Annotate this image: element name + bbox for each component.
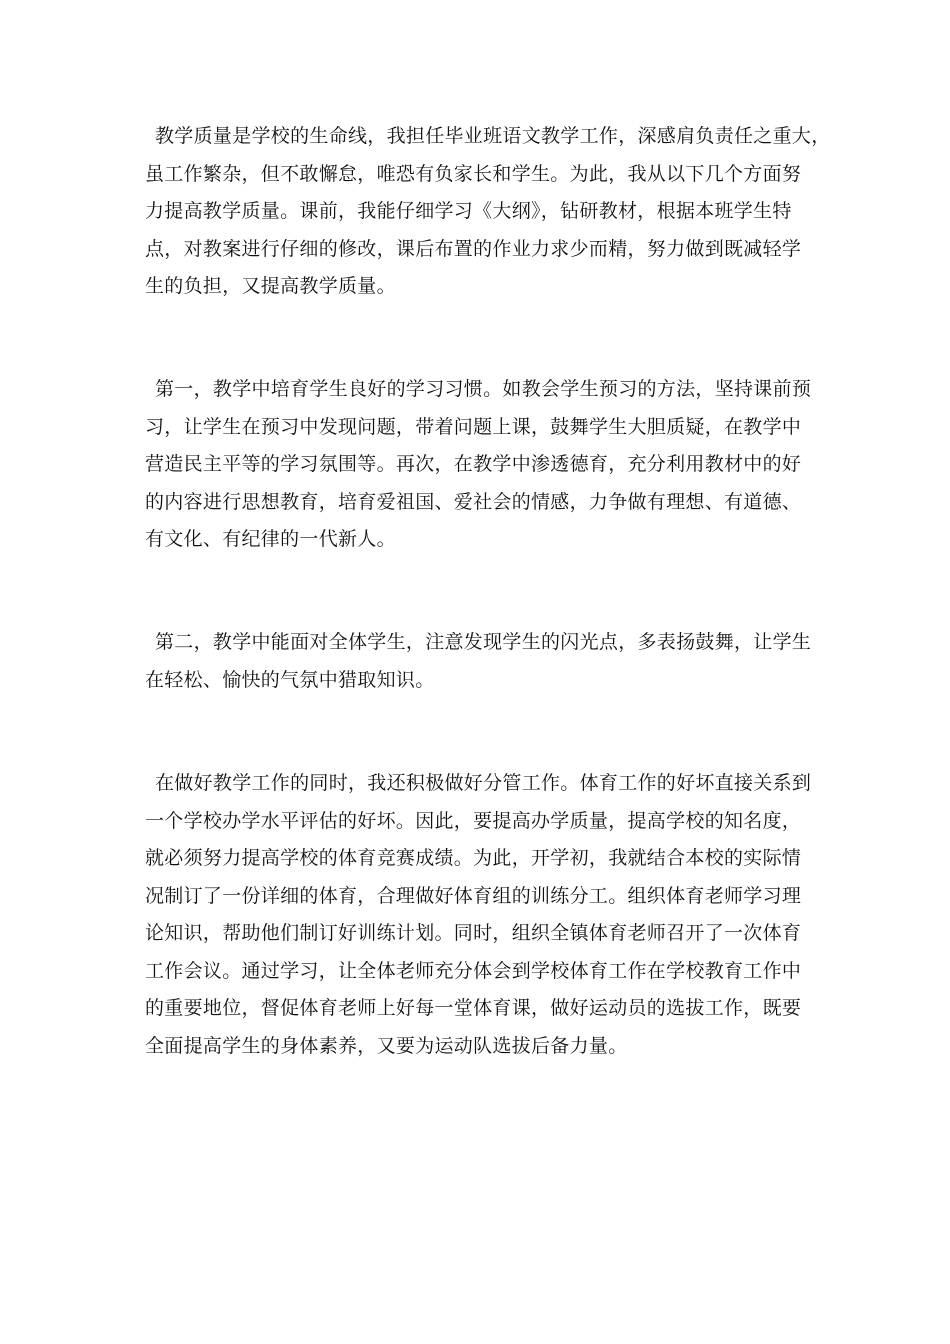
paragraph-line: 工作会议。通过学习，让全体老师充分体会到学校体育工作在学校教育工作中	[145, 959, 802, 982]
paragraph-line: 全面提高学生的身体素养，又要为运动队选拔后备力量。	[145, 1034, 628, 1057]
paragraph-line: 第二，教学中能面对全体学生，注意发现学生的闪光点，多表扬鼓舞，让学生	[155, 631, 812, 653]
paragraph-line: 虽工作繁杂，但不敢懈怠，唯恐有负家长和学生。为此，我从以下几个方面努	[145, 162, 802, 185]
paragraph-line: 教学质量是学校的生命线，我担任毕业班语文教学工作，深感肩负责任之重大，	[155, 125, 831, 147]
paragraph-line: 点，对教案进行仔细的修改，课后布置的作业力求少而精，努力做到既减轻学	[145, 237, 802, 260]
paragraph-line: 的内容进行思想教育，培育爱祖国、爱社会的情感，力争做有理想、有道德、	[145, 490, 802, 513]
paragraph-line: 在轻松、愉快的气氛中猎取知识。	[145, 668, 435, 691]
paragraph-line: 就必须努力提高学校的体育竞赛成绩。为此，开学初，我就结合本校的实际情	[145, 847, 802, 869]
paragraph-line: 一个学校办学水平评估的好坏。因此，要提高办学质量，提高学校的知名度，	[145, 809, 802, 832]
paragraph-line: 第一，教学中培育学生良好的学习习惯。如教会学生预习的方法，坚持课前预	[155, 378, 812, 400]
paragraph-line: 的重要地位，督促体育老师上好每一堂体育课，做好运动员的选拔工作，既要	[145, 997, 802, 1019]
paragraph-second-point	[145, 624, 815, 699]
paragraph-line: 生的负担，又提高教学质量。	[145, 275, 396, 297]
paragraph-first-point	[145, 371, 815, 559]
paragraph-line: 有文化、有纪律的一代新人。	[145, 528, 396, 550]
paragraph-line: 习，让学生在预习中发现问题，带着问题上课，鼓舞学生大胆质疑，在教学中	[145, 415, 802, 438]
paragraph-line: 况制订了一份详细的体育，合理做好体育组的训练分工。组织体育老师学习理	[145, 884, 802, 907]
paragraph-line: 在做好教学工作的同时，我还积极做好分管工作。体育工作的好坏直接关系到	[155, 772, 812, 794]
paragraph-teaching-quality	[145, 118, 831, 306]
paragraph-sports-management	[145, 765, 815, 1065]
paragraph-line: 营造民主平等的学习氛围等。再次，在教学中渗透德育，充分利用教材中的好	[145, 453, 802, 475]
paragraph-line: 力提高教学质量。课前，我能仔细学习《大纲》，钻研教材，根据本班学生特	[145, 200, 792, 222]
paragraph-line: 论知识，帮助他们制订好训练计划。同时，组织全镇体育老师召开了一次体育	[145, 922, 802, 944]
